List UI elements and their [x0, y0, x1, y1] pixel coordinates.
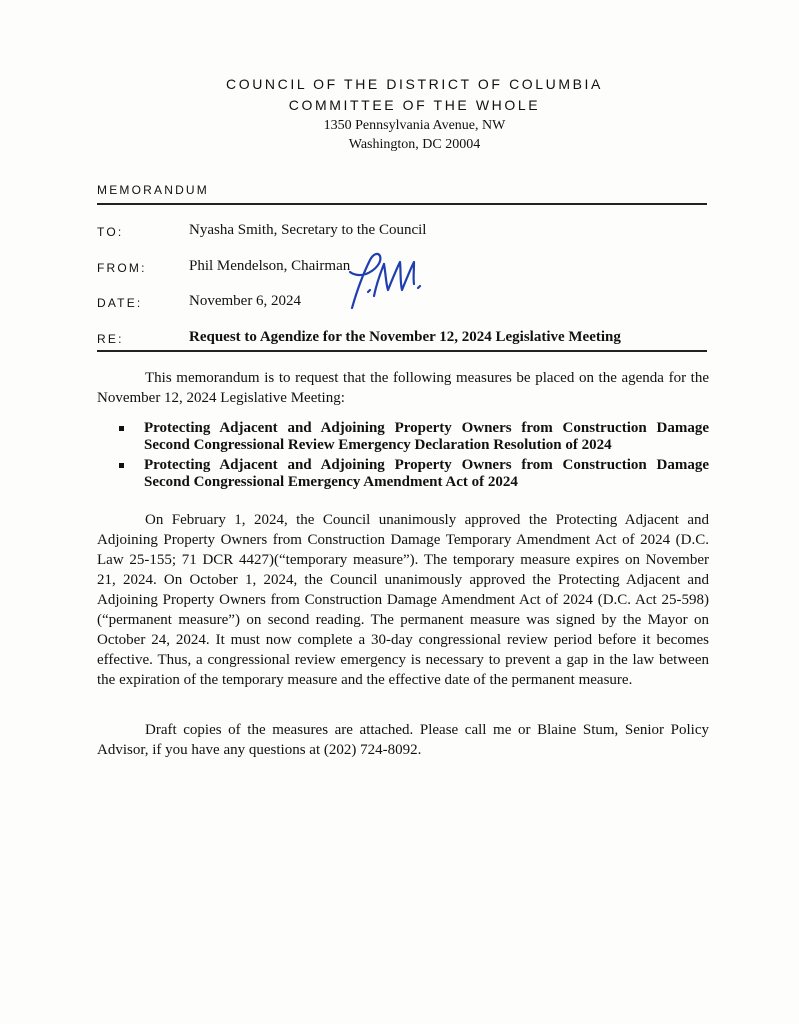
header-top-rule — [97, 203, 707, 205]
to-value: Nyasha Smith, Secretary to the Council — [189, 222, 427, 238]
from-label: FROM: — [97, 261, 147, 275]
closing-paragraph: Draft copies of the measures are attached. Please call me or Blaine Stum, Senior Policy Advisor, if you have any questions at (202) 724-8092. — [97, 722, 709, 758]
to-row — [97, 222, 707, 244]
re-row — [97, 329, 707, 351]
memorandum-label: MEMORANDUM — [97, 183, 209, 197]
letterhead — [0, 74, 799, 154]
address-line-1: 1350 Pennsylvania Avenue, NW — [323, 118, 506, 133]
header-bottom-rule — [97, 350, 707, 352]
to-label: TO: — [97, 225, 124, 239]
re-value: Request to Agendize for the November 12, 2024 Legislative Meeting — [189, 329, 621, 345]
address-line-2: Washington, DC 20004 — [348, 137, 481, 152]
bullet-icon — [119, 463, 124, 468]
committee-name: COMMITTEE OF THE WHOLE — [288, 97, 541, 113]
date-row — [97, 293, 707, 315]
measures-list — [97, 420, 709, 494]
bullet-icon — [119, 426, 124, 431]
re-label: RE: — [97, 332, 124, 346]
measure-title: Protecting Adjacent and Adjoining Property Owners from Construction Damage Second Congressional Emergency Amendment Act of 2024 — [144, 457, 709, 490]
intro-paragraph: This memorandum is to request that the following measures be placed on the agenda for the November 12, 2024 Legislative Meeting: — [97, 370, 709, 406]
date-value: November 6, 2024 — [189, 293, 302, 309]
list-item — [97, 457, 709, 491]
measure-title: Protecting Adjacent and Adjoining Property Owners from Construction Damage Second Congressional Review Emergency Declaration Resolution of 2024 — [144, 420, 709, 453]
from-value: Phil Mendelson, Chairman — [189, 258, 351, 274]
list-item — [97, 420, 709, 454]
date-label: DATE: — [97, 296, 143, 310]
organization-name: COUNCIL OF THE DISTRICT OF COLUMBIA — [226, 76, 603, 92]
history-paragraph: On February 1, 2024, the Council unanimously approved the Protecting Adjacent and Adjoining Property Owners from Construction Damage Temporary Amendment Act of 2024 (D.C. Law 25-155; 71 DCR 4427)(“temporary measure”). The temporary measure expires on November 21, 2024. On October 1, 2024, the Council unanimously approved the Protecting Adjacent and Adjoining Property Owners from Construction Damage Amendment Act of 2024 (D.C. Act 25-598)(“permanent measure”) on second reading. The permanent measure was signed by the Mayor on October 24, 2024. It must now complete a 30-day congressional review period before it becomes effective. Thus, a congressional review emergency is necessary to prevent a gap in the law between the expiration of the temporary measure and the effective date of the permanent measure. — [97, 512, 709, 688]
